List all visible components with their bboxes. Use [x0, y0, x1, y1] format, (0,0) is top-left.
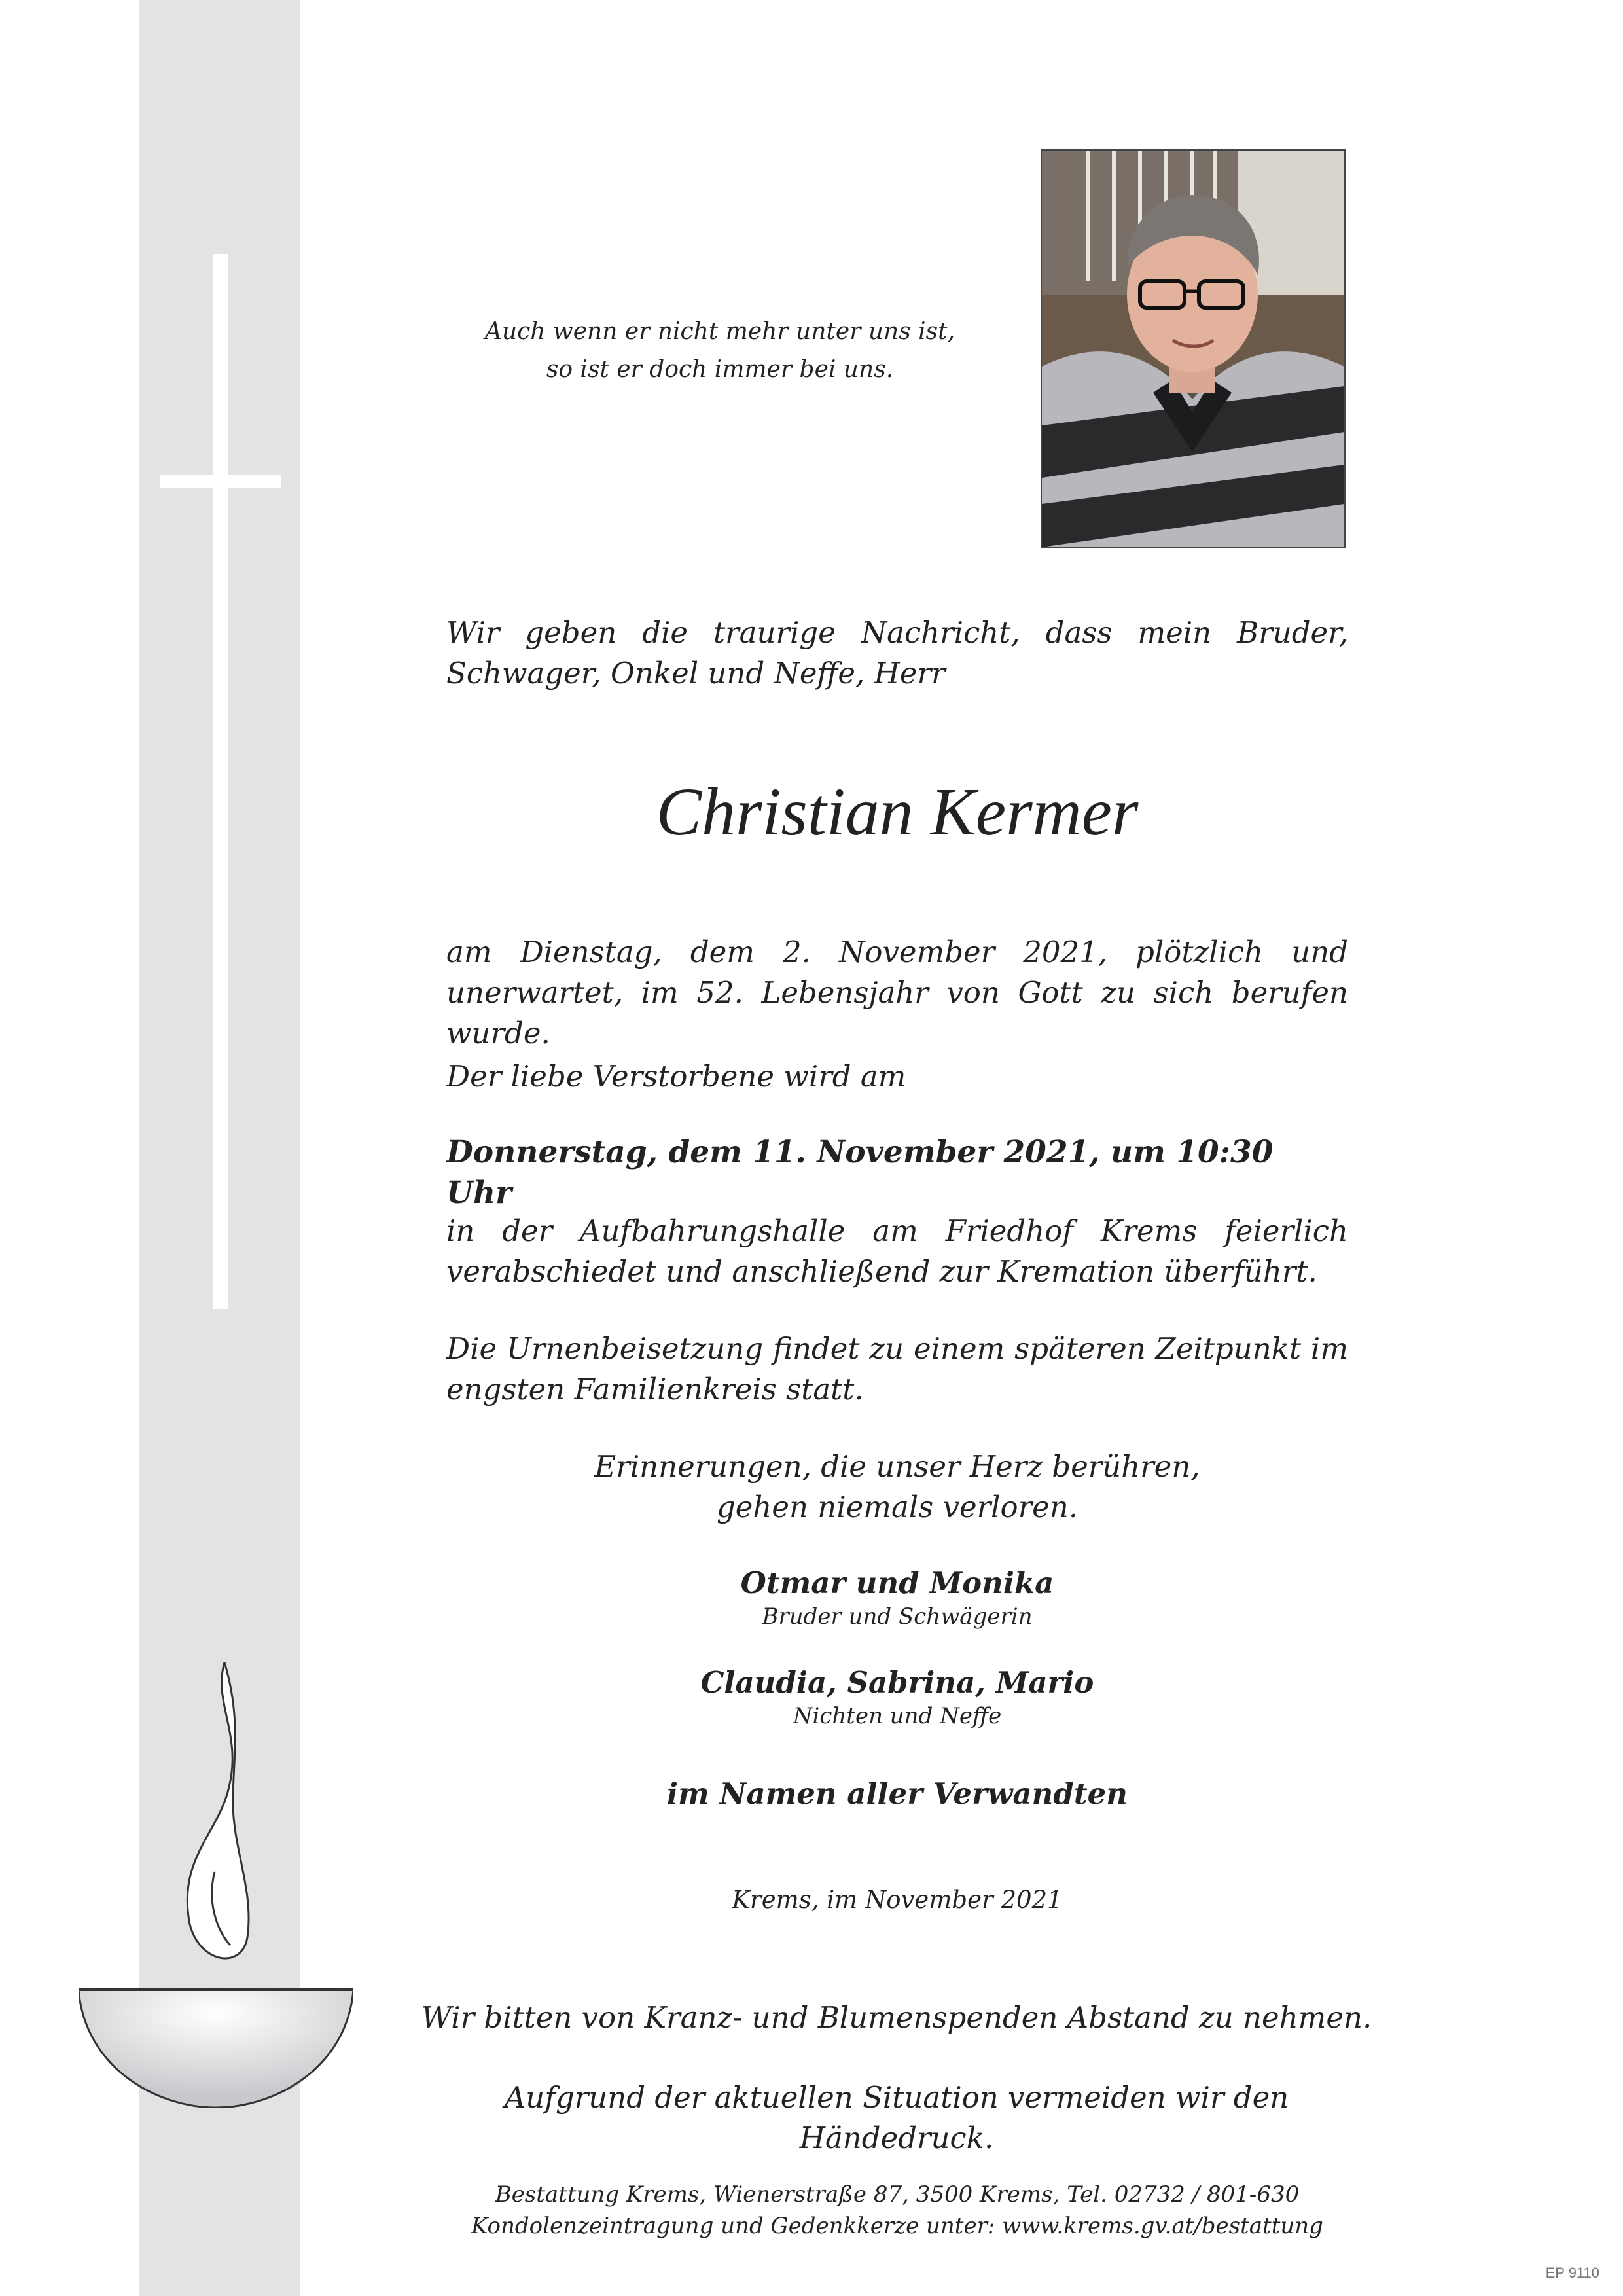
quote-block — [458, 313, 982, 389]
candle-bowl-icon — [79, 1662, 353, 2108]
quote-line: so ist er doch immer bei uns. — [546, 356, 894, 383]
handshake-request: Aufgrund der aktuellen Situation vermeiden wir den Händedruck. — [504, 2080, 1289, 2155]
death-notice-text: am Dienstag, dem 2. November 2021, plötzlich und unerwartet, im 52. Lebensjahr von Gott zu sich berufen wurde. — [446, 935, 1348, 1050]
mourner-relation: Nichten und Neffe — [793, 1703, 1002, 1729]
mourner-relation: Bruder und Schwägerin — [762, 1604, 1033, 1630]
memory-quote-line: Erinnerungen, die unser Herz berühren, — [594, 1449, 1200, 1484]
template-code: EP 9110 — [1545, 2265, 1599, 2281]
ceremony-place-text: in der Aufbahrungshalle am Friedhof Krems feierlich verabschiedet und anschließend zur Kremation überführt. — [446, 1213, 1348, 1289]
ceremony-date: Donnerstag, dem 11. November 2021, um 10:30 Uhr — [446, 1134, 1274, 1211]
cross-icon — [213, 254, 228, 1309]
flowers-request: Wir bitten von Kranz- und Blumenspenden Abstand zu nehmen. — [421, 2000, 1372, 2035]
urn-notice-text: Die Urnenbeisetzung findet zu einem späteren Zeitpunkt im engsten Familienkreis statt. — [446, 1331, 1348, 1407]
relatives-line: im Namen aller Verwandten — [667, 1776, 1128, 1811]
deceased-name: Christian Kermer — [656, 774, 1139, 850]
farewell-intro-text: Der liebe Verstorbene wird am — [446, 1059, 906, 1094]
memory-quote-line: gehen niemals verloren. — [716, 1490, 1079, 1524]
place-date: Krems, im November 2021 — [732, 1886, 1063, 1914]
memory-quote — [446, 1446, 1348, 1528]
announcement-text: Wir geben die traurige Nachricht, dass mein Bruder, Schwager, Onkel und Neffe, Herr — [446, 615, 1348, 691]
mourner-names: Claudia, Sabrina, Mario — [700, 1665, 1094, 1700]
mourner-names: Otmar und Monika — [740, 1566, 1054, 1600]
portrait-photo — [1041, 149, 1346, 548]
footer-website: Kondolenzeintragung und Gedenkkerze unter: www.krems.gv.at/bestattung — [471, 2213, 1323, 2239]
footer-address: Bestattung Krems, Wienerstraße 87, 3500 Krems, Tel. 02732 / 801-630 — [495, 2181, 1300, 2208]
cross-icon-bar — [160, 475, 281, 488]
quote-line: Auch wenn er nicht mehr unter uns ist, — [484, 318, 955, 345]
